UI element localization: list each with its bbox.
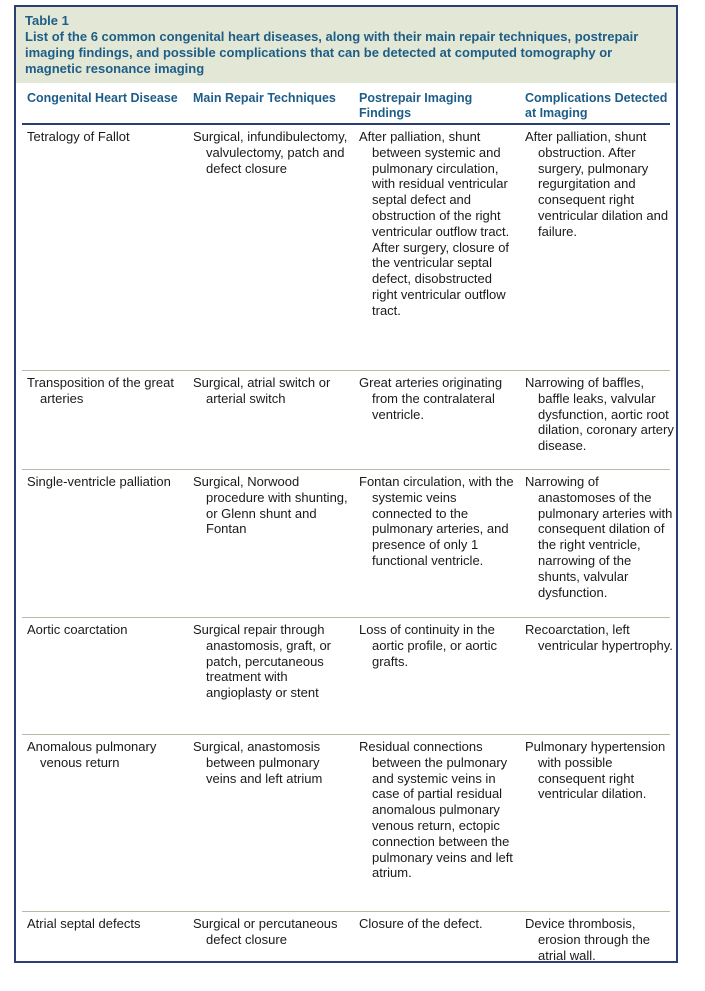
cell-disease: Transposition of the great arteries — [27, 375, 174, 406]
cell-disease: Aortic coarctation — [27, 622, 128, 637]
cell-complications: After palliation, shunt obstruction. After surgery, pulmonary regurgitation and consequent right ventricular dilation and failure. — [525, 129, 669, 239]
cell-complications: Device thrombosis, erosion through the atrial wall. — [525, 916, 651, 963]
cell-repair: Surgical, Norwood procedure with shunting, or Glenn shunt and Fontan — [193, 474, 348, 537]
cell-disease: Tetralogy of Fallot — [27, 129, 130, 144]
cell-disease: Atrial septal defects — [27, 916, 141, 931]
cell-findings: After palliation, shunt between systemic and pulmonary circulation, with residual ventricular septal defect and obstruction of the right ventricular outflow tract. After surgery, closure of the ventricular septal defect, disobstructed right ventricular outflow tract. — [359, 129, 510, 318]
cell-complications: Recoarctation, left ventricular hypertrophy. — [525, 622, 673, 653]
table-row — [22, 735, 670, 912]
cell-findings: Loss of continuity in the aortic profile, or aortic grafts. — [359, 622, 497, 669]
cell-findings: Great arteries originating from the contralateral ventricle. — [359, 375, 503, 422]
header-imaging-findings: Postrepair Imaging Findings — [359, 91, 473, 120]
cell-repair: Surgical or percutaneous defect closure — [193, 916, 338, 947]
table-row — [22, 125, 670, 371]
cell-repair: Surgical, anastomosis between pulmonary veins and left atrium — [193, 739, 323, 786]
cell-findings: Residual connections between the pulmonary and systemic veins in case of partial residual anomalous pulmonary venous return, ectopic connection between the pulmonary veins and left atrium. — [359, 739, 513, 881]
cell-repair: Surgical, infundibulectomy, valvulectomy, patch and defect closure — [193, 129, 348, 176]
table-row — [22, 470, 673, 618]
cell-disease: Anomalous pulmonary venous return — [27, 739, 157, 770]
cell-complications: Pulmonary hypertension with possible consequent right ventricular dilation. — [525, 739, 666, 802]
header-complications: Complications Detected at Imaging — [525, 91, 668, 120]
header-repair-techniques: Main Repair Techniques — [193, 91, 336, 105]
header-disease: Congenital Heart Disease — [27, 91, 178, 105]
table-title: List of the 6 common congenital heart diseases, along with their main repair techniques, postrepair imaging findings, and possible complications that can be detected at computed tomography or magnetic resonance imaging — [25, 29, 639, 76]
table-header — [22, 83, 670, 125]
cell-repair: Surgical repair through anastomosis, graft, or patch, percutaneous treatment with angioplasty or stent — [193, 622, 331, 701]
cell-complications: Narrowing of baffles, baffle leaks, valvular dysfunction, aortic root dilation, coronary artery disease. — [525, 375, 674, 454]
table-label: Table 1 — [25, 13, 69, 28]
cell-disease: Single-ventricle palliation — [27, 474, 171, 489]
table-row — [22, 618, 673, 735]
cell-findings: Fontan circulation, with the systemic veins connected to the pulmonary arteries, and presence of only 1 functional ventricle. — [359, 474, 514, 568]
cell-complications: Narrowing of anastomoses of the pulmonary arteries with consequent dilation of the right ventricle, narrowing of the shunts, valvular dysfunction. — [525, 474, 673, 600]
data-table — [14, 5, 678, 963]
table-row — [22, 371, 674, 470]
cell-findings: Closure of the defect. — [359, 916, 483, 931]
cell-repair: Surgical, atrial switch or arterial switch — [193, 375, 331, 406]
table-row — [22, 912, 670, 972]
table-caption — [16, 7, 676, 83]
